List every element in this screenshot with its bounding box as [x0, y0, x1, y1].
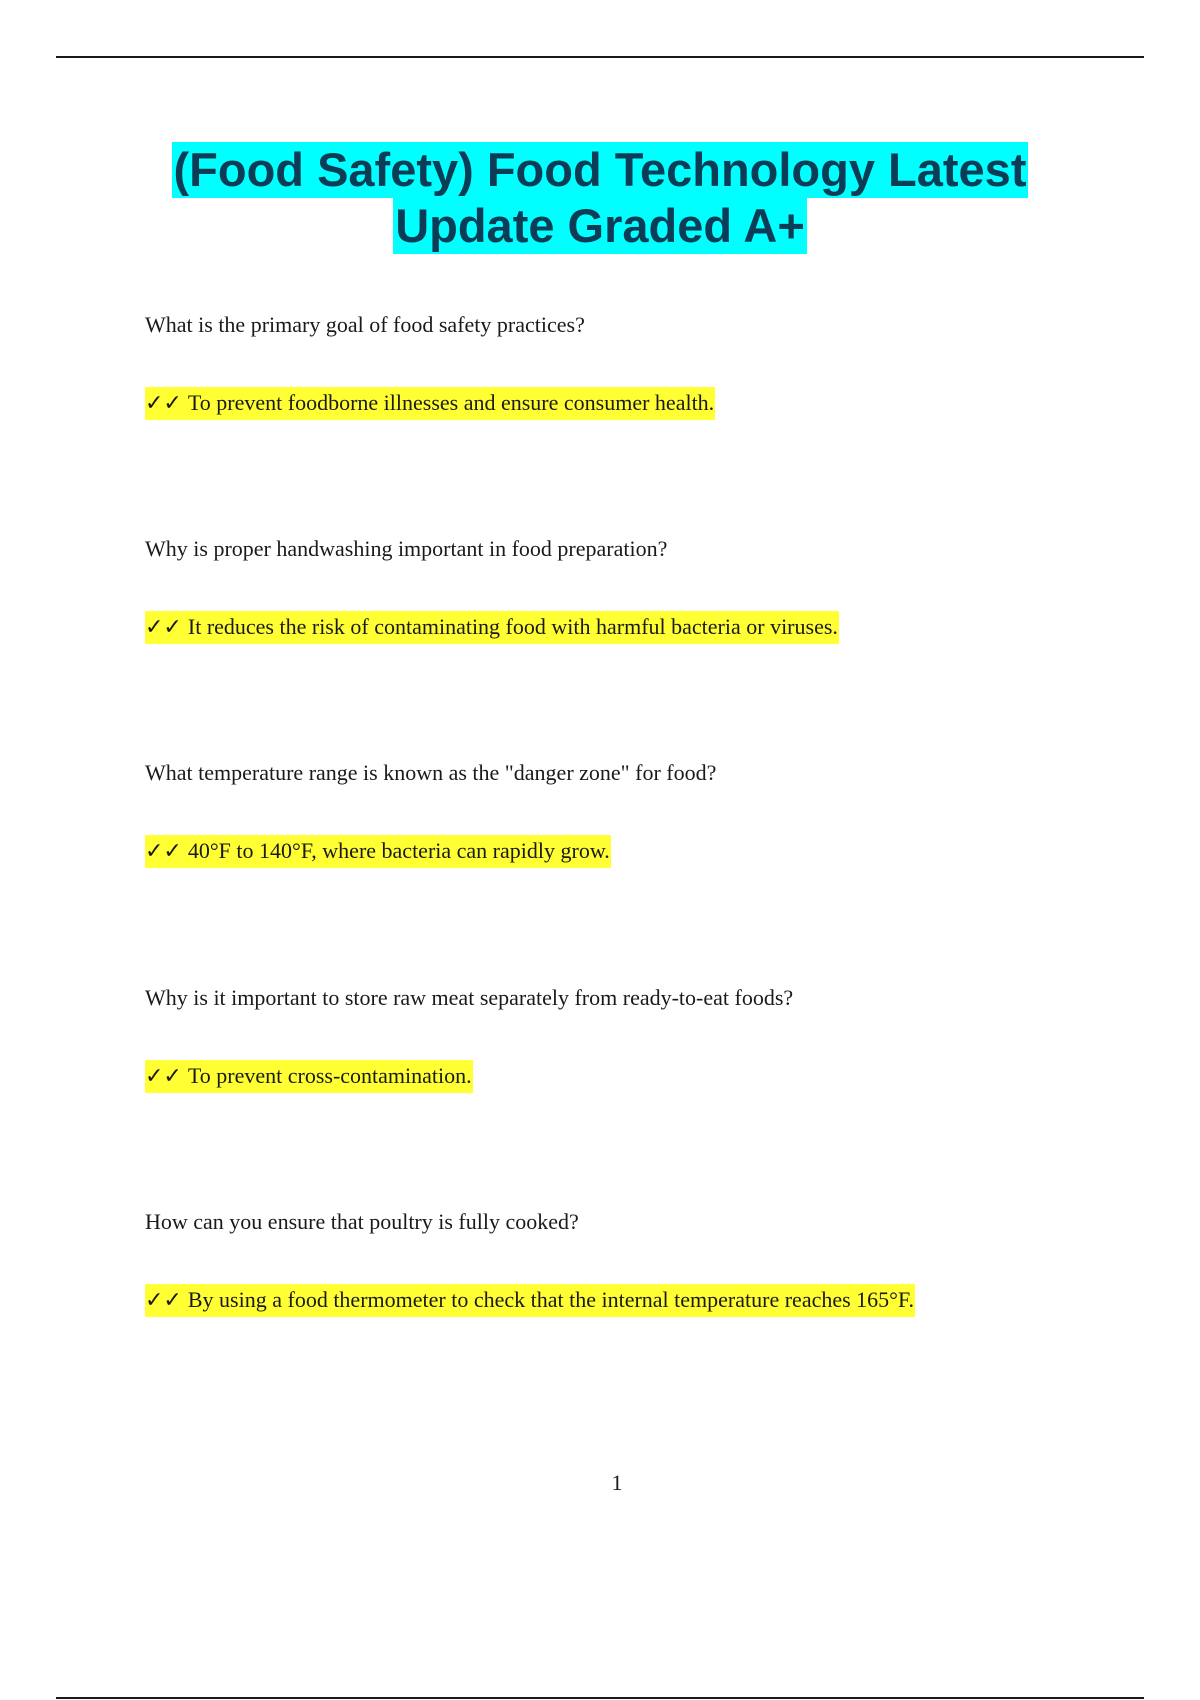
title-line-2: Update Graded A+	[395, 199, 805, 252]
double-check-icon: ✓✓	[145, 1288, 182, 1313]
answer-highlight	[145, 387, 715, 420]
answer-highlight	[145, 611, 839, 644]
double-check-icon: ✓✓	[145, 615, 182, 640]
top-rule	[56, 56, 1144, 58]
question-text: What temperature range is known as the "danger zone" for food?	[145, 760, 717, 785]
double-check-icon: ✓✓	[145, 391, 182, 416]
title-line-1: (Food Safety) Food Technology Latest	[173, 143, 1027, 196]
double-check-icon: ✓✓	[145, 839, 182, 864]
question-text: Why is proper handwashing important in food preparation?	[145, 536, 668, 561]
answer-highlight	[145, 1060, 473, 1093]
bottom-rule	[56, 1697, 1144, 1699]
double-check-icon: ✓✓	[145, 1064, 182, 1089]
answer-text: To prevent cross-contamination.	[187, 1063, 472, 1088]
page-number: 1	[611, 1470, 623, 1495]
question-text: Why is it important to store raw meat separately from ready-to-eat foods?	[145, 985, 794, 1010]
question-text: What is the primary goal of food safety practices?	[145, 312, 585, 337]
answer-text: It reduces the risk of contaminating food with harmful bacteria or viruses.	[187, 614, 838, 639]
answer-text: 40°F to 140°F, where bacteria can rapidly grow.	[187, 838, 610, 863]
answer-highlight	[145, 835, 611, 868]
answer-highlight	[145, 1284, 915, 1317]
answer-text: To prevent foodborne illnesses and ensure consumer health.	[187, 390, 715, 415]
answer-text: By using a food thermometer to check that the internal temperature reaches 165°F.	[187, 1287, 914, 1312]
question-text: How can you ensure that poultry is fully cooked?	[145, 1209, 579, 1234]
document-title	[0, 142, 1200, 254]
